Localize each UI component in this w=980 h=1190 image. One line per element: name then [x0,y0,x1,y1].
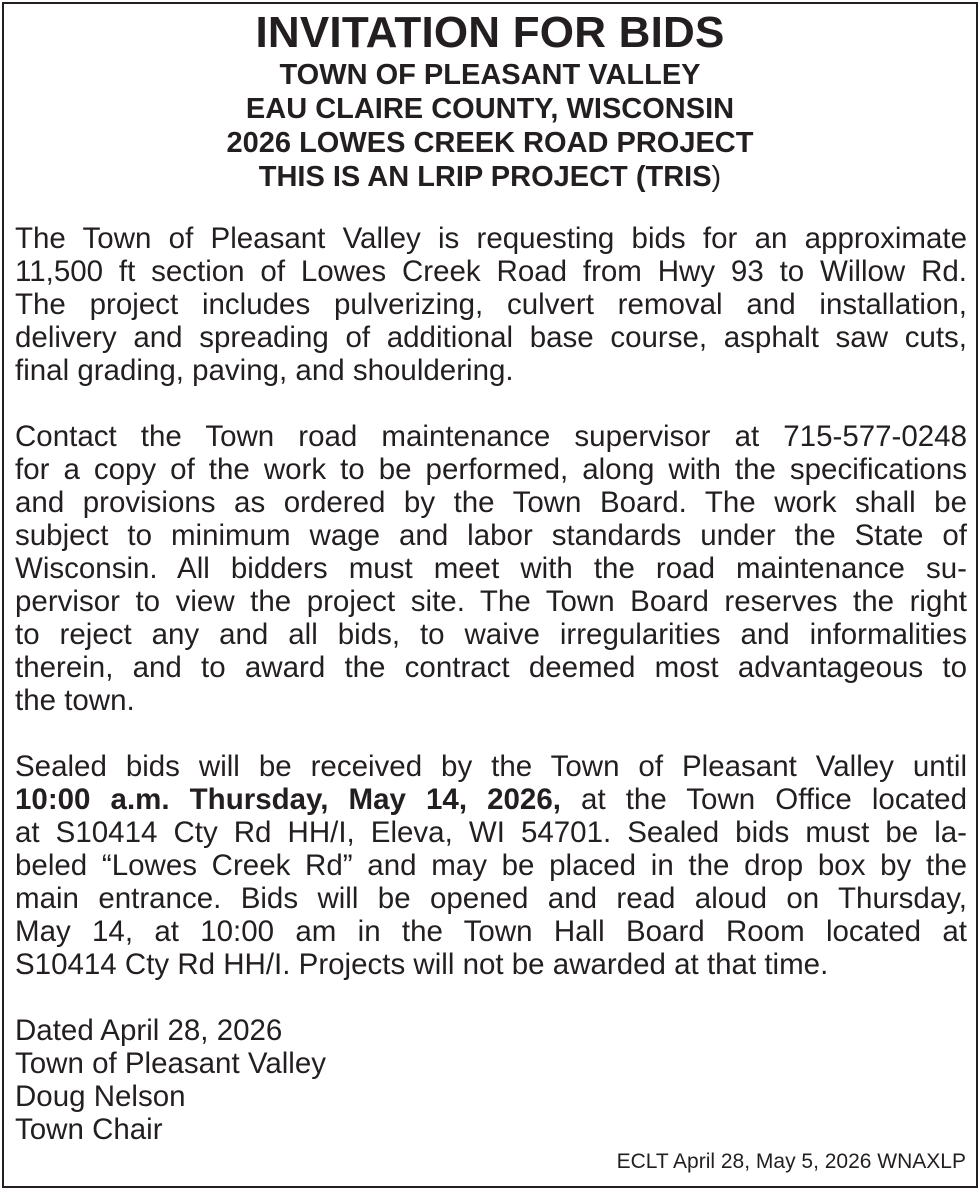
notice-body [15,222,967,1146]
paragraph-line: and provisions as ordered by the Town Board. The work shall be [15,486,967,519]
signature-name: Doug Nelson [15,1080,186,1113]
paragraph-line: main entrance. Bids will be opened and read aloud on Thursday, [15,882,967,915]
paragraph-line: final grading, paving, and shouldering. [15,354,514,387]
signature-date: Dated April 28, 2026 [15,1014,283,1047]
paragraph-line: pervisor to view the project site. The Town Board reserves the right [15,585,967,618]
header-lrip [4,160,976,194]
paragraph-line: the town. [15,684,135,717]
paragraph-line: Wisconsin. All bidders must meet with the road maintenance su- [15,552,967,585]
paragraph-line: The Town of Pleasant Valley is requesting bids for an approximate [15,222,967,255]
paragraph-line-deadline [15,783,967,816]
header-lrip-paren: ) [711,161,722,193]
signature-role: Town Chair [15,1113,163,1146]
paragraph-line: Sealed bids will be received by the Town of Pleasant Valley until [15,750,967,783]
paragraph-line: to reject any and all bids, to waive irregularities and informalities [15,618,967,651]
signature-town: Town of Pleasant Valley [15,1047,327,1080]
paragraph-line: at S10414 Cty Rd HH/I, Eleva, WI 54701. Sealed bids must be la- [15,816,967,849]
paragraph-line: beled “Lowes Creek Rd” and may be placed in the drop box by the [15,849,967,882]
notice-header [4,8,976,194]
paragraph-line: therein, and to award the contract deemed most advantageous to [15,651,967,684]
paragraph-line: 11,500 ft section of Lowes Creek Road from Hwy 93 to Willow Rd. [15,255,967,288]
paragraph-line: delivery and spreading of additional base course, asphalt saw cuts, [15,321,967,354]
notice-frame [2,2,978,1188]
bid-deadline: 10:00 a.m. Thursday, May 14, 2026, [15,783,561,816]
paragraph-sealed-bids [15,750,967,981]
header-lrip-text: THIS IS AN LRIP PROJECT (TRIS [258,161,712,193]
notice-title: INVITATION FOR BIDS [255,8,725,57]
deadline-location: at the Town Office located [560,783,967,816]
paragraph-line: subject to minimum wage and labor standards under the State of [15,519,967,552]
publication-footer: ECLT April 28, May 5, 2026 WNAXLP [616,1150,966,1173]
paragraph-project-description [15,222,967,387]
paragraph-line: S10414 Cty Rd HH/I. Projects will not be awarded at that time. [15,948,829,981]
signature-block [15,1014,967,1146]
paragraph-line: The project includes pulverizing, culvert removal and installation, [15,288,967,321]
header-county: EAU CLAIRE COUNTY, WISCONSIN [245,93,735,125]
paragraph-line: Contact the Town road maintenance supervisor at 715-577-0248 [15,420,967,453]
header-town: TOWN OF PLEASANT VALLEY [279,59,701,91]
paragraph-line: May 14, at 10:00 am in the Town Hall Board Room located at [15,915,967,948]
paragraph-contact [15,420,967,717]
header-project: 2026 LOWES CREEK ROAD PROJECT [226,127,754,159]
paragraph-line: for a copy of the work to be performed, along with the specifications [15,453,967,486]
